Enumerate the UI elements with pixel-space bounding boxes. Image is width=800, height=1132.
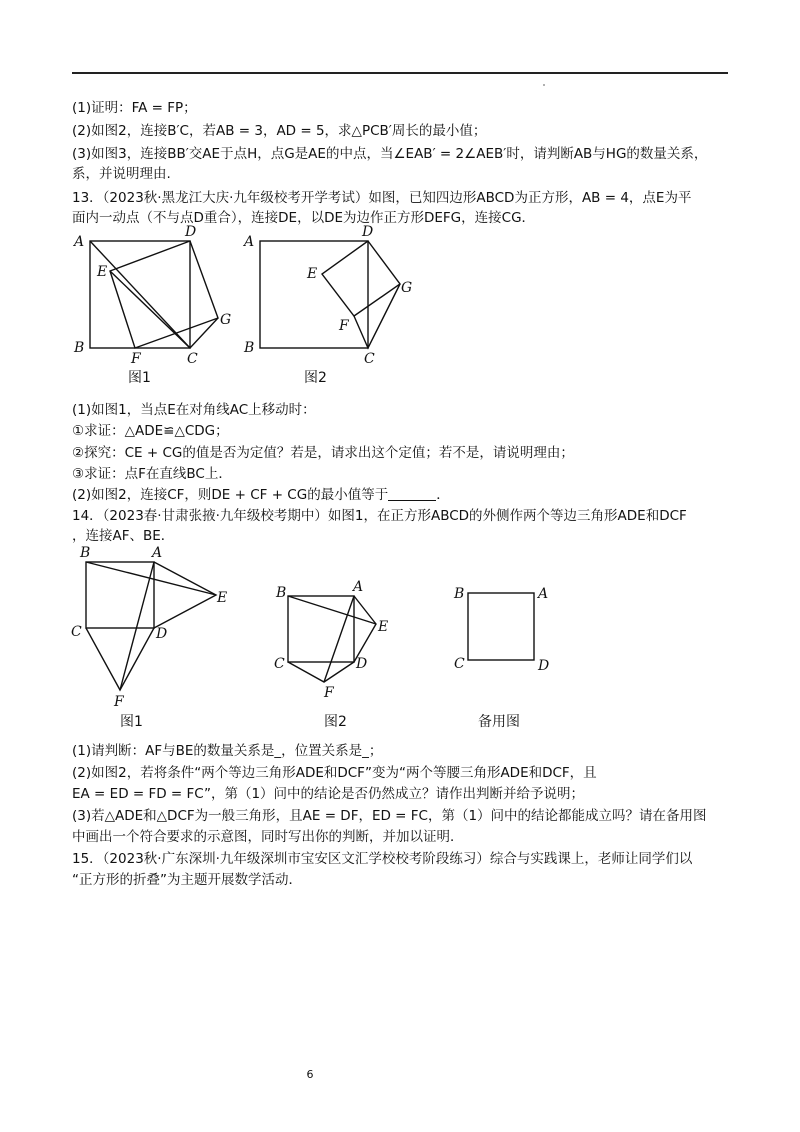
q14-spare-figure [450,540,600,730]
fig14-1-label-E: E [217,590,228,606]
q15-heading-cont: “正方形的折叠”为主题开展数学活动． [72,872,302,888]
fig13-2-label-E: E [307,266,318,282]
fig14-1-label-F: F [114,694,124,710]
q13-part2-end: ． [436,487,450,503]
fig13-1-label-A: A [74,234,85,250]
fig14-2-label-E: E [378,619,389,635]
q12-part2: (2)如图2，连接B′C，若AB = 3，AD = 5，求△PCB′周长的最小值； [72,123,487,139]
fig13-1-label-C: C [187,351,198,367]
fig13-2-label-B: B [244,340,255,356]
q14-figure-1 [66,540,246,730]
fig14-2-caption: 图2 [324,714,347,730]
fig14-3-caption: 备用图 [478,714,520,730]
q14-part2-cont: EA = ED = FD = FC”，第（1）问中的结论是否仍然成立？请作出判断并给予说明； [72,786,585,802]
fig14-1-caption: 图1 [120,714,143,730]
fig13-1-label-G: G [220,312,232,328]
q12-part1: (1)证明：FA = FP； [72,100,197,116]
answer-blank [388,486,436,501]
q13-part1b: ②探究：CE + CG的值是否为定值？若是，请求出这个定值；若不是，请说明理由； [72,445,574,461]
fig13-2-label-G: G [401,280,413,296]
fig14-1-label-D: D [156,626,168,642]
fig14-2-label-B: B [276,585,287,601]
q14-part1: (1)请判断：AF与BE的数量关系是_，位置关系是_； [72,743,383,759]
fig14-2-label-F: F [324,685,334,701]
q14-heading: 14．（2023春·甘肃张掖·九年级校考期中）如图1，在正方形ABCD的外侧作两个等边三角形ADE和DCF [72,508,687,524]
q12-part3-cont: 系，并说明理由. [72,166,171,182]
fig14-3-label-C: C [454,656,465,672]
header-rule [72,72,728,74]
q14-part3-cont: 中画出一个符合要求的示意图，同时写出你的判断，并加以证明． [72,829,464,845]
fig13-1-label-F: F [131,351,141,367]
fig13-1-caption: 图1 [128,370,151,386]
fig13-1-label-D: D [185,224,197,240]
q13-figure-2 [238,226,418,386]
fig14-2-label-D: D [356,656,368,672]
fig13-2-label-A: A [244,234,255,250]
fig14-3-label-A: A [538,586,549,602]
page-number: 6 [306,1068,314,1081]
q13-part2 [72,485,732,505]
fig14-1-label-B: B [80,545,91,561]
q14-part2: (2)如图2，若将条件“两个等边三角形ADE和DCF”变为“两个等腰三角形ADE和DCF，且 [72,765,597,781]
fig13-2-label-D: D [362,224,374,240]
header-dot [543,84,545,86]
fig14-3-label-D: D [538,658,550,674]
q13-part1: (1)如图1，当点E在对角线AC上移动时： [72,402,316,418]
q12-part3: (3)如图3，连接BB′交AE于点H，点G是AE的中点，当∠EAB′ = 2∠AEB′时，请判断AB与HG的数量关系， [72,146,708,162]
fig13-2-label-C: C [364,351,375,367]
q15-heading: 15．（2023秋·广东深圳·九年级深圳市宝安区文汇学校校考阶段练习）综合与实践课上，老师让同学们以 [72,851,693,867]
fig14-1-label-C: C [71,624,82,640]
fig13-1-label-E: E [97,264,108,280]
q13-heading-cont: 面内一动点（不与点D重合），连接DE，以DE为边作正方形DEFG，连接CG． [72,210,536,226]
q14-heading-cont: ，连接AF、BE． [72,528,175,544]
q14-figure-2 [268,540,408,730]
fig14-2-label-C: C [274,656,285,672]
fig14-2-label-A: A [353,579,364,595]
fig13-1-label-B: B [74,340,85,356]
fig13-2-caption: 图2 [304,370,327,386]
fig14-1-label-A: A [152,545,163,561]
q13-part1a: ①求证：△ADE≌△CDG； [72,423,229,439]
fig14-3-label-B: B [454,586,465,602]
q13-part2-text: (2)如图2，连接CF，则DE + CF + CG的最小值等于 [72,487,389,503]
fig13-2-label-F: F [339,318,349,334]
q13-figure-1 [68,226,238,386]
q13-heading: 13．（2023秋·黑龙江大庆·九年级校考开学考试）如图，已知四边形ABCD为正方形，AB = 4，点E为平 [72,190,692,206]
q14-part3: (3)若△ADE和△DCF为一般三角形，且AE = DF，ED = FC，第（1）问中的结论都能成立吗？请在备用图 [72,808,707,824]
q13-part1c: ③求证：点F在直线BC上． [72,466,232,482]
